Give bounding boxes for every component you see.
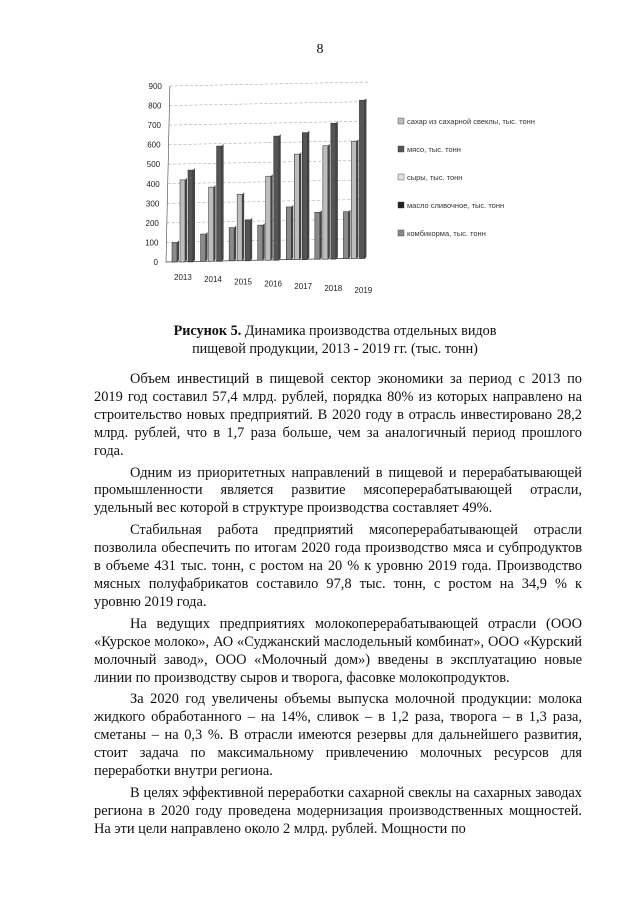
bar-side (193, 168, 195, 262)
bar-side (279, 134, 281, 260)
gridline (169, 102, 369, 106)
gridline (170, 82, 370, 86)
paragraph: Объем инвестиций в пищевой сектор экономики за период с 2013 по 2019 год составил 57,4 млрд. рублей, порядка 80% из которых направлено на строительство новых предприятий. В 2020 году в отрасль инвестировано 28,2 млрд. рублей, что в 1,7 раза больше, чем за аналогичный период прошлого года. (94, 371, 582, 459)
legend-label: сахар из сахарной свеклы, тыс. тонн (407, 117, 535, 126)
legend-swatch (398, 202, 404, 208)
bar (351, 141, 356, 258)
bar (172, 242, 177, 262)
bar-side (336, 121, 338, 259)
y-tick-label: 800 (148, 101, 162, 111)
x-tick-label: 2019 (354, 286, 373, 296)
page-number: 8 (316, 42, 324, 57)
paragraph: Одним из приоритетных направлений в пищевой и перерабатывающей промышленности является развитие мясоперерабатывающей отрасли, удельный вес которой в структуре производства составляет 49%. (94, 464, 582, 517)
bar (266, 176, 271, 260)
bar-side (307, 131, 309, 260)
gridline (169, 141, 369, 145)
bar (331, 123, 336, 259)
x-tick-label: 2016 (264, 279, 283, 289)
y-axis (166, 86, 170, 262)
bar-side (328, 144, 330, 259)
bar-side (185, 178, 187, 262)
legend-label: масло сливочное, тыс. тонн (407, 201, 505, 210)
bar-side (177, 240, 179, 262)
legend-swatch (398, 146, 404, 152)
bar-side (222, 144, 224, 261)
paragraph: За 2020 год увеличены объемы выпуска молочной продукции: молока жидкого обработанного – на 14%, сливок – в 1,2 раза, творога – в 1,3 раза, сметаны – на 0,3 %. В отрасли имеются резервы для дальнейшего развития, стоит задача по максимальному привлечению молочных ресурсов для переработки внутри региона. (94, 691, 582, 780)
legend-swatch (398, 118, 404, 124)
bar (315, 212, 320, 259)
caption-text-line1: Динамика производства отдельных видов (241, 323, 497, 339)
y-tick-label: 500 (146, 160, 161, 170)
bar (286, 207, 291, 260)
bar (245, 220, 250, 261)
caption-label: Рисунок 5. (173, 323, 242, 339)
legend-swatch (398, 174, 404, 180)
y-tick-label: 600 (147, 140, 161, 150)
bar (274, 136, 279, 260)
bar-side (214, 185, 216, 261)
caption-text-line2: пищевой продукции, 2013 - 2019 гг. (тыс. тонн) (192, 341, 478, 357)
bar (237, 194, 242, 260)
paragraph: На ведущих предприятиях молокоперерабатывающей отрасли (ООО «Курское молоко», АО «Суджанский маслодельный комбинат», ООО «Курский молочный завод», ООО «Молочный дом») введены в эксплуатацию новые линии по производству сыров и творога, фасовке молокопродуктов. (94, 615, 582, 686)
bar-side (242, 192, 244, 260)
legend-label: комбикорма, тыс. тонн (407, 229, 486, 238)
bar-side (348, 210, 350, 259)
bar-side (364, 98, 366, 258)
bar (359, 100, 364, 258)
x-tick-label: 2018 (324, 284, 343, 293)
bar (323, 146, 328, 259)
bar-side (320, 210, 322, 259)
bar (294, 154, 299, 260)
paragraph: Стабильная работа предприятий мясоперерабатывающей отрасли позволила обеспечить по итогам 2020 года производство мяса и субпродуктов в объеме 431 тыс. тонн, с ростом на 20 % к уровню 2019 года. Производство мясных полуфабрикатов составило 97,8 тыс. тонн, с ростом на 34,9 % к уровню 2019 года. (94, 522, 582, 610)
bar-side (271, 174, 273, 260)
gridline (168, 160, 368, 164)
bar (209, 187, 214, 261)
x-tick-label: 2014 (204, 275, 222, 285)
bar (343, 212, 348, 259)
production-bar-chart (130, 72, 540, 312)
bar (302, 133, 307, 260)
x-tick-label: 2015 (234, 277, 252, 287)
chart-svg (130, 72, 540, 312)
bar (188, 170, 193, 262)
bar (229, 228, 234, 261)
y-tick-label: 300 (145, 199, 160, 209)
bar-side (250, 218, 252, 261)
bar (180, 180, 185, 262)
bar-side (263, 223, 265, 260)
y-tick-label: 900 (148, 82, 162, 91)
bar-side (234, 226, 236, 261)
bar-side (299, 152, 301, 260)
bar (201, 234, 206, 261)
bar (217, 146, 222, 261)
paragraph: В целях эффективной переработки сахарной свеклы на сахарных заводах региона в 2020 году проведена модернизация производственных мощностей. На эти цели направлено около 2 млрд. рублей. Мощности по (94, 784, 582, 837)
gridline (169, 121, 369, 125)
bar (258, 225, 263, 260)
legend-label: мясо, тыс. тонн (407, 145, 461, 154)
legend-label: сыры, тыс. тонн (407, 173, 463, 182)
y-tick-label: 0 (153, 258, 158, 267)
body-text (94, 371, 582, 843)
bar-side (206, 232, 208, 261)
bar-side (356, 139, 358, 258)
bar-side (291, 205, 293, 260)
y-tick-label: 700 (147, 121, 162, 131)
y-tick-label: 200 (145, 218, 159, 228)
x-tick-label: 2013 (174, 273, 192, 282)
legend-swatch (398, 230, 404, 236)
y-tick-label: 400 (146, 179, 160, 189)
figure-caption (100, 322, 570, 358)
x-tick-label: 2017 (294, 281, 313, 291)
y-tick-label: 100 (145, 238, 159, 248)
